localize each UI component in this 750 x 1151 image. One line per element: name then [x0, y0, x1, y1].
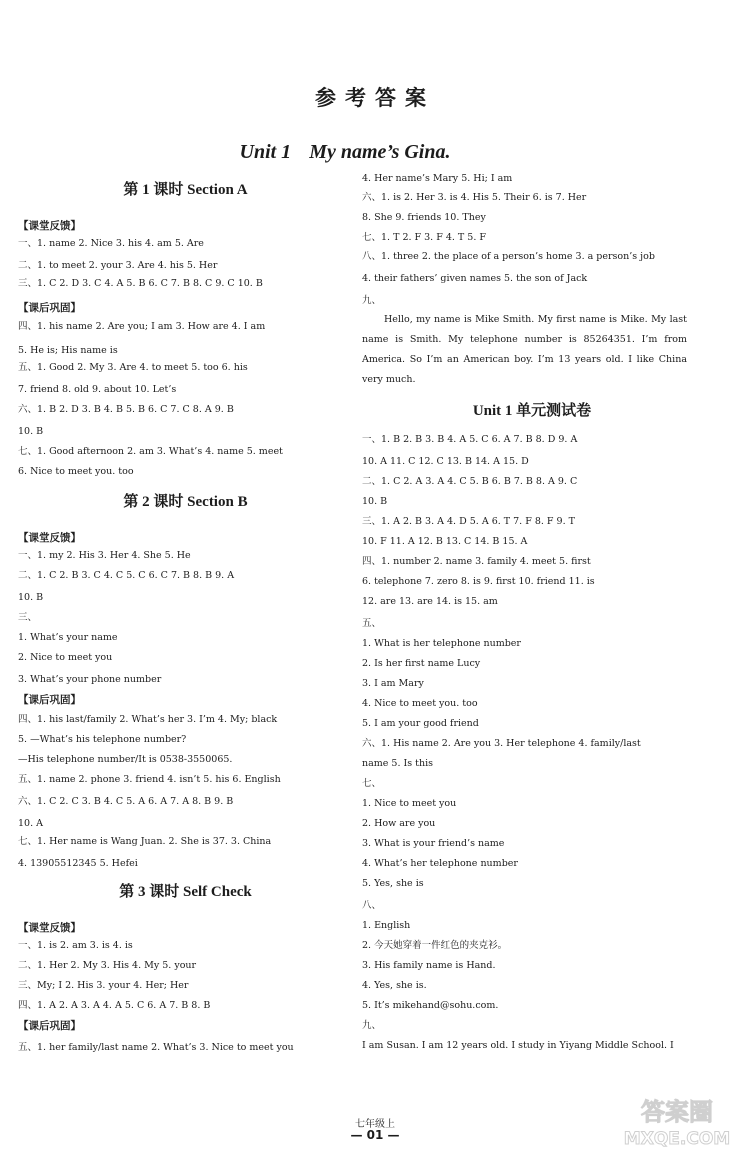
- answer-line: 4. 13905512345 5. Hefei: [18, 858, 138, 869]
- answer-line: name 5. Is this: [362, 758, 434, 769]
- answer-line: 4. their fathers’ given names 5. the son of Jack: [362, 273, 588, 284]
- answer-line: 七、1. Good afternoon 2. am 3. What’s 4. name 5. meet: [18, 446, 283, 457]
- answer-line: 五、: [362, 618, 382, 629]
- watermark-logo: [612, 1092, 742, 1150]
- answer-line: 一、1. my 2. His 3. Her 4. She 5. He: [18, 550, 191, 561]
- answer-line: 6. Nice to meet you. too: [18, 466, 134, 477]
- answer-line: 3. What is your friend’s name: [362, 838, 505, 849]
- footer-page-number: — 01 —: [350, 1128, 400, 1142]
- answer-line: 2. How are you: [362, 818, 436, 829]
- answer-line: 3. I am Mary: [362, 678, 424, 689]
- answer-line: 6. telephone 7. zero 8. is 9. first 10. friend 11. is: [362, 576, 595, 587]
- answer-line: 三、1. C 2. D 3. C 4. A 5. B 6. C 7. B 8. C 9. C 10. B: [18, 278, 263, 289]
- answer-line: 六、1. is 2. Her 3. is 4. His 5. Their 6. is 7. Her: [362, 192, 587, 203]
- answer-line: 12. are 13. are 14. is 15. am: [362, 596, 498, 607]
- answer-line: 二、1. C 2. A 3. A 4. C 5. B 6. B 7. B 8. A 9. C: [362, 476, 578, 487]
- subsection-label: 【课堂反馈】: [18, 532, 81, 544]
- unit-name: My name’s Gina.: [309, 141, 451, 163]
- section-heading: 第 2 课时 Section B: [123, 494, 248, 510]
- answer-line: 4. What’s her telephone number: [362, 858, 518, 869]
- page-title: 参考答案: [315, 86, 435, 110]
- answer-line: 10. A 11. C 12. C 13. B 14. A 15. D: [362, 456, 529, 467]
- writing-sample-paragraph: Hello, my name is Mike Smith. My first name is Mike. My last name is Smith. My telephone number is 85264351. I’m from America. So I’m an American boy. I’m 13 years old. I like China very much.: [362, 314, 687, 385]
- subsection-label: 【课后巩固】: [18, 694, 81, 706]
- watermark-domain: MXQE.COM: [623, 1129, 731, 1149]
- answer-line: 8. She 9. friends 10. They: [362, 212, 486, 223]
- answer-line: 五、1. her family/last name 2. What’s 3. Nice to meet you: [18, 1042, 294, 1053]
- answer-line: 5. He is; His name is: [18, 345, 118, 356]
- answer-line: 4. Nice to meet you. too: [362, 698, 478, 709]
- answer-line: 1. What is her telephone number: [362, 638, 521, 649]
- answer-line: 一、1. name 2. Nice 3. his 4. am 5. Are: [18, 238, 204, 249]
- answer-line: 七、: [362, 778, 382, 789]
- section-heading: 第 1 课时 Section A: [123, 182, 248, 198]
- answer-line: I am Susan. I am 12 years old. I study in Yiyang Middle School. I: [362, 1040, 674, 1051]
- footer-grade: 七年级上: [355, 1119, 395, 1130]
- answer-line: 4. Her name’s Mary 5. Hi; I am: [362, 173, 513, 184]
- section-heading: 第 3 课时 Self Check: [119, 884, 252, 900]
- unit-title: [0, 141, 690, 164]
- answer-line: 六、1. B 2. D 3. B 4. B 5. B 6. C 7. C 8. A 9. B: [18, 404, 234, 415]
- answer-line: 七、1. Her name is Wang Juan. 2. She is 37. 3. China: [18, 836, 272, 847]
- answer-line: 八、: [362, 900, 382, 911]
- answer-line: 3. What’s your phone number: [18, 674, 162, 685]
- answer-line: 三、My; I 2. His 3. your 4. Her; Her: [18, 980, 189, 991]
- unit-test-heading: Unit 1 单元测试卷: [472, 403, 592, 419]
- answer-line: 八、1. three 2. the place of a person’s home 3. a person’s job: [362, 251, 655, 262]
- answer-line: 7. friend 8. old 9. about 10. Let’s: [18, 384, 177, 395]
- answer-line: 五、1. Good 2. My 3. Are 4. to meet 5. too 6. his: [18, 362, 248, 373]
- answer-line: 10. B: [362, 496, 388, 507]
- answer-line: 七、1. T 2. F 3. F 4. T 5. F: [362, 232, 486, 243]
- subsection-label: 【课堂反馈】: [18, 220, 81, 232]
- answer-line: 5. I am your good friend: [362, 718, 479, 729]
- answer-line: 九、: [362, 295, 382, 306]
- answer-line: 六、1. His name 2. Are you 3. Her telephone 4. family/last: [362, 738, 641, 749]
- answer-line: 4. Yes, she is.: [362, 980, 427, 991]
- answer-line: 10. A: [18, 818, 43, 829]
- answer-line: 1. What’s your name: [18, 632, 118, 643]
- answer-line: 二、1. C 2. B 3. C 4. C 5. C 6. C 7. B 8. B 9. A: [18, 570, 235, 581]
- answer-line: 5. It’s mikehand@sohu.com.: [362, 1000, 499, 1011]
- answer-line: 2. Nice to meet you: [18, 652, 113, 663]
- answer-line: 九、: [362, 1020, 382, 1031]
- answer-line: 四、1. his name 2. Are you; I am 3. How are 4. I am: [18, 321, 266, 332]
- answer-line: 三、: [18, 612, 38, 623]
- watermark-text: 答案圈: [641, 1098, 713, 1126]
- answer-line: 5. —What’s his telephone number?: [18, 734, 187, 745]
- answer-line: 五、1. name 2. phone 3. friend 4. isn’t 5. his 6. English: [18, 774, 281, 785]
- answer-line: 1. English: [362, 920, 411, 931]
- answer-line: 二、1. Her 2. My 3. His 4. My 5. your: [18, 960, 197, 971]
- answer-line: 三、1. A 2. B 3. A 4. D 5. A 6. T 7. F 8. F 9. T: [362, 516, 575, 527]
- answer-line: 四、1. his last/family 2. What’s her 3. I’m 4. My; black: [18, 714, 278, 725]
- answer-line: 四、1. number 2. name 3. family 4. meet 5. first: [362, 556, 591, 567]
- answer-line: 10. B: [18, 592, 44, 603]
- answer-line: —His telephone number/It is 0538-3550065.: [18, 754, 233, 765]
- answer-line: 一、1. is 2. am 3. is 4. is: [18, 940, 133, 951]
- unit-number: Unit 1: [239, 141, 292, 163]
- answer-line: 1. Nice to meet you: [362, 798, 457, 809]
- answer-line: 六、1. C 2. C 3. B 4. C 5. A 6. A 7. A 8. B 9. B: [18, 796, 234, 807]
- answer-line: 2. 今天她穿着一件红色的夹克衫。: [362, 940, 508, 951]
- answer-line: 10. F 11. A 12. B 13. C 14. B 15. A: [362, 536, 528, 547]
- subsection-label: 【课后巩固】: [18, 302, 81, 314]
- answer-line: 二、1. to meet 2. your 3. Are 4. his 5. Her: [18, 260, 218, 271]
- answer-line: 2. Is her first name Lucy: [362, 658, 481, 669]
- answer-line: 5. Yes, she is: [362, 878, 424, 889]
- answer-line: 四、1. A 2. A 3. A 4. A 5. C 6. A 7. B 8. B: [18, 1000, 211, 1011]
- answer-line: 10. B: [18, 426, 44, 437]
- subsection-label: 【课堂反馈】: [18, 922, 81, 934]
- subsection-label: 【课后巩固】: [18, 1020, 81, 1032]
- answer-line: 一、1. B 2. B 3. B 4. A 5. C 6. A 7. B 8. D 9. A: [362, 434, 578, 445]
- answer-line: 3. His family name is Hand.: [362, 960, 496, 971]
